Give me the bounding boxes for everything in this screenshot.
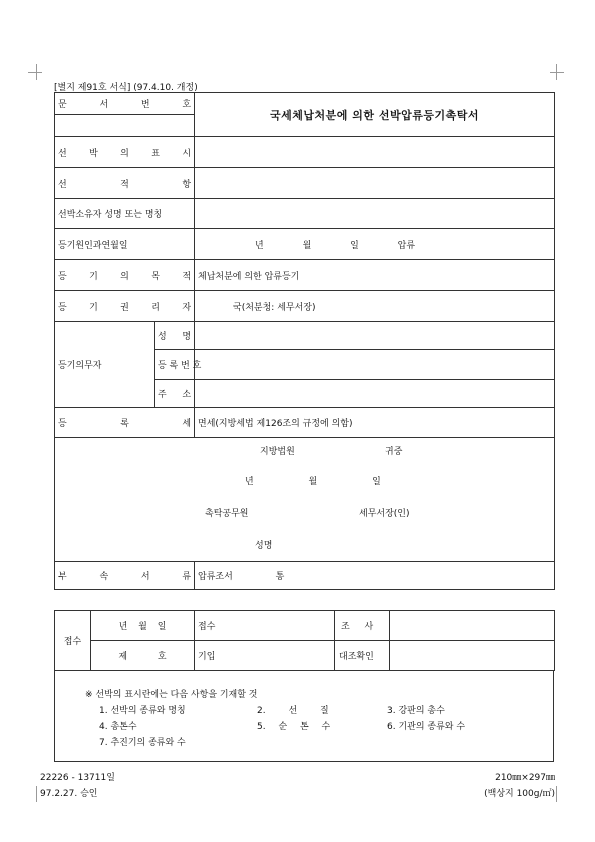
ship-display-label: 선 박 의 표 시: [55, 137, 195, 168]
office-seal: 세무서장(인): [359, 509, 410, 519]
receipt-cell: 접수: [195, 611, 335, 641]
investigation-label: 조 사: [341, 622, 374, 632]
note-item: 7. 추진기의 종류와 수: [99, 738, 186, 748]
obligor-name-field[interactable]: [195, 322, 555, 350]
receipt-label: 접수: [55, 611, 91, 671]
obligor-name-label: 성 명: [155, 322, 195, 350]
form-title: 국세체납처분에 의한 선박압류등기촉탁서: [195, 93, 555, 137]
owner-label: 선박소유자 성명 또는 명칭: [55, 199, 195, 229]
obligor-regno-field[interactable]: [195, 350, 555, 380]
purpose-label: 등 기 의 목 적: [55, 260, 195, 291]
tax-value: 면세(지방세법 제126조의 규정에 의함): [195, 408, 555, 438]
notes-heading: ※ 선박의 표시란에는 다음 사항을 기재할 것: [85, 690, 258, 700]
notes-box: [54, 670, 554, 762]
port-label: 선 적 항: [55, 168, 195, 199]
court-text: 지방법원: [260, 447, 295, 457]
receipt-date-label: 년 월 일: [91, 611, 195, 641]
purpose-value: 체납처분에 의한 압류등기: [195, 260, 555, 291]
attach-value: 압류조서 통: [195, 562, 555, 590]
obligor-address-field[interactable]: [195, 380, 555, 408]
form-number: [별지 제91호 서식] (97.4.10. 개정): [54, 83, 198, 93]
port-field[interactable]: [195, 168, 555, 199]
cross-check-label: 대조확인: [339, 652, 374, 662]
footer-size: 210㎜×297㎜: [495, 773, 555, 783]
signature-label: 성명: [255, 541, 273, 551]
obligor-label: 등기의무자: [55, 322, 155, 408]
footer-paper: (백상지 100g/㎡): [484, 789, 555, 799]
ship-display-field[interactable]: [195, 137, 555, 168]
request-form-table: [54, 92, 555, 590]
footer-approval: 97.2.27. 승인: [40, 789, 98, 799]
reason-date-label: 등기원인과연월일: [55, 229, 195, 260]
entry-cell: 기입: [195, 641, 335, 671]
court-suffix: 귀중: [385, 447, 403, 457]
official-text: 촉탁공무원: [205, 509, 249, 519]
note-item: 5. 순 톤 수: [257, 722, 331, 732]
reason-date-value: 년 월 일 압류: [195, 229, 555, 260]
owner-field[interactable]: [195, 199, 555, 229]
holder-label: 등 기 권 리 자: [55, 291, 195, 322]
note-item: 2. 선 질: [257, 706, 329, 716]
doc-number-field[interactable]: [55, 115, 195, 137]
note-item: 3. 강판의 총수: [387, 706, 445, 716]
request-body: [55, 438, 555, 562]
obligor-address-label: 주 소: [155, 380, 195, 408]
footer-code: 22226 - 13711일: [40, 773, 115, 783]
note-item: 1. 선박의 종류와 명칭: [99, 706, 186, 716]
note-item: 4. 총톤수: [99, 722, 137, 732]
request-date: 년 월 일: [245, 477, 381, 487]
obligor-regno-label: 등 록 번 호: [155, 350, 195, 380]
receipt-table: [54, 610, 555, 671]
holder-value: 국(처분청: 세무서장): [195, 291, 555, 322]
receipt-number: 제 호: [91, 641, 195, 671]
tax-label: 등 록 세: [55, 408, 195, 438]
attach-label: 부 속 서 류: [55, 562, 195, 590]
doc-number-label: 문 서 번 호: [55, 93, 195, 115]
note-item: 6. 기관의 종류와 수: [387, 722, 466, 732]
